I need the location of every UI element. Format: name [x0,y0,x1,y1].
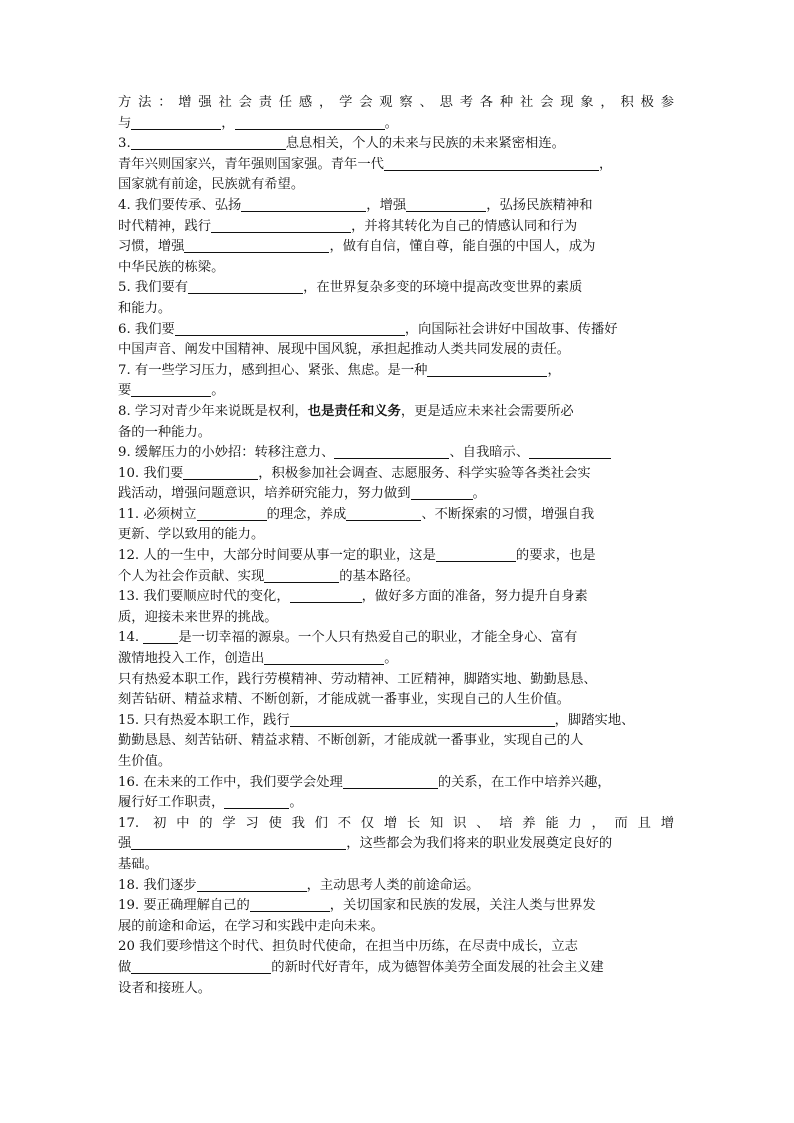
line-text: 是一切幸福的源泉。一个人只有热爱自己的职业，才能全身心、富有 [178,630,578,646]
line-text: 。 [472,486,486,502]
fill-in-blank[interactable] [197,877,307,892]
fill-in-blank[interactable] [406,197,486,212]
line-text: ， [547,362,561,378]
fill-in-blank[interactable] [411,485,473,500]
line-text: 习惯，增强 [118,239,185,255]
text-line [118,237,674,258]
fill-in-blank[interactable] [529,444,611,459]
line-text: 激情地投入工作，创造出 [118,651,265,667]
line-text: 15. 只有热爱本职工作，践行 [118,712,290,728]
fill-in-blank[interactable] [131,382,211,397]
text-line [118,731,674,752]
line-text: ，向国际社会讲好中国故事、传播好 [404,321,618,337]
line-text: 勤勤恳恳、刻苦钻研、精益求精、不断创新，才能成就一番事业，实现自己的人 [118,733,584,749]
worksheet-page [118,93,674,999]
line-text: 11. 必须树立 [118,506,197,522]
line-text: 时代精神，践行 [118,218,212,234]
fill-in-blank[interactable] [264,568,339,583]
line-text: 践活动，增强问题意识，培养研究能力，努力做到 [118,486,411,502]
line-text: 只有热爱本职工作，践行劳模精神、劳动精神、工匠精神，脚踏实地、勤勤恳恳、 [118,671,597,687]
line-text: ，脚踏实地、 [554,712,635,728]
text-line [118,937,674,958]
line-text: 质，迎接未来世界的挑战。 [118,609,278,625]
text-line [118,134,674,155]
text-line [118,299,674,320]
line-text: 。 [384,651,398,667]
line-text: 5. 我们要有 [118,280,189,296]
text-line [118,876,674,897]
text-line [118,484,674,505]
line-text: 。 [211,383,225,399]
line-text: 设者和接班人。 [118,980,212,996]
line-text: 。 [289,795,303,811]
line-text: 18. 我们逐步 [118,877,197,893]
text-line [118,793,674,814]
line-text: 20 我们要珍惜这个时代、担负时代使命，在担当中历练，在尽责中成长，立志 [118,939,578,955]
text-line [118,525,674,546]
line-text: ， [221,115,235,131]
line-text: 强 [118,836,132,852]
text-line [118,423,674,444]
fill-in-blank[interactable] [343,774,438,789]
fill-in-blank[interactable] [290,712,555,727]
line-text: 14. [118,630,144,646]
text-line [118,979,674,1000]
line-text: ，积极参加社会调查、志愿服务、科学实验等各类社会实 [258,465,591,481]
line-text: 3. [118,136,131,152]
text-line [118,834,674,855]
fill-in-blank[interactable] [224,794,289,809]
line-text: ，关切国家和民族的发展，关注人类与世界发 [329,898,596,914]
fill-in-blank[interactable] [131,115,221,130]
line-text: 的要求，也是 [515,548,596,564]
line-text: 展的前途和命运，在学习和实践中走向未来。 [118,918,384,934]
line-text: ， [598,156,613,172]
fill-in-blank[interactable] [131,835,346,850]
fill-in-blank[interactable] [427,362,547,377]
line-text: 个人为社会作贡献、实现 [118,568,265,584]
fill-in-blank[interactable] [436,547,516,562]
text-line [118,670,674,691]
line-text: 要 [118,383,132,399]
fill-in-blank[interactable] [290,588,362,603]
line-text: ，这些都会为我们将来的职业发展奠定良好的 [346,836,613,852]
line-text: 13. 我们要顺应时代的变化， [118,589,290,605]
text-line [118,567,674,588]
text-line [118,381,674,402]
text-line [118,752,674,773]
line-text: 6. 我们要 [118,321,175,337]
line-text: 的关系，在工作中培养兴趣， [437,774,611,790]
text-line [118,114,674,135]
fill-in-blank[interactable] [131,959,271,974]
line-text: 12. 人的一生中，大部分时间要从事一定的职业，这是 [118,548,436,564]
text-line [118,628,674,649]
line-text: 。 [384,115,398,131]
fill-in-blank[interactable] [235,115,385,130]
line-text: 国家就有前途，民族就有希望。 [118,177,305,193]
fill-in-blank[interactable] [211,218,351,233]
text-line [118,711,674,732]
line-text: 16. 在未来的工作中，我们要学会处理 [118,774,343,790]
fill-in-blank[interactable] [131,135,286,150]
text-line [118,917,674,938]
text-line [118,649,674,670]
text-line [118,402,674,423]
text-line [118,196,674,217]
text-line [118,958,674,979]
line-text: 生价值。 [118,754,172,769]
fill-in-blank[interactable] [184,238,329,253]
line-text: 方法：增强社会责任感，学会观察、思考各种社会现象，积极参 [118,95,674,110]
fill-in-blank[interactable] [384,156,599,171]
line-text: ，弘扬民族精神和 [486,197,593,213]
line-text: 的理念，养成 [266,506,347,522]
fill-in-blank[interactable] [197,506,267,521]
line-text: 基础。 [118,856,158,872]
text-line [118,896,674,917]
text-line [118,340,674,361]
fill-in-blank[interactable] [143,629,178,644]
line-text: ，并将其转化为自己的情感认同和行为 [351,218,578,234]
line-text: 、不断探索的习惯，增强自我 [421,506,595,522]
line-text: 中华民族的栋梁。 [118,259,225,275]
line-text: 9. 缓解压力的小妙招：转移注意力、 [118,445,335,461]
fill-in-blank[interactable] [188,279,303,294]
text-line [118,505,674,526]
line-text: ，增强 [366,197,407,213]
text-line [118,690,674,711]
text-line [118,320,674,341]
text-line [118,217,674,238]
line-text: 4. 我们要传承、弘扬 [118,197,242,213]
text-line [118,587,674,608]
line-text: ，更是适应未来社会需要所必 [400,403,574,419]
line-text: 与 [118,115,132,131]
fill-in-blank[interactable] [241,197,366,212]
line-text: 的基本路径。 [339,568,420,584]
fill-in-blank[interactable] [346,506,421,521]
line-text: 青年兴则国家兴，青年强则国家强。青年一代 [118,156,384,172]
text-line [118,258,674,279]
line-text: 做 [118,959,132,975]
text-line [118,773,674,794]
text-line [118,93,674,114]
text-line [118,361,674,382]
line-text: 履行好工作职责， [118,795,225,811]
fill-in-blank[interactable] [183,465,258,480]
fill-in-blank[interactable] [264,650,384,665]
line-text: 息息相关，个人的未来与民族的未来紧密相连。 [285,136,565,152]
line-text: ，主动思考人类的前途命运。 [306,877,480,893]
line-text: 和能力。 [118,300,172,316]
line-text: 的新时代好青年，成为德智体美劳全面发展的社会主义建 [271,959,604,975]
line-text: 更新、学以致用的能力。 [118,527,265,543]
line-text: 、自我暗示、 [449,445,530,461]
line-text: ，做有自信，懂自尊，能自强的中国人，成为 [329,239,596,255]
line-text: 17. 初中的学习使我们不仅增长知识、培养能力，而且增 [118,815,674,831]
text-line [118,443,674,464]
text-line [118,608,674,629]
line-text: 19. 要正确理解自己的 [118,898,250,914]
line-text: ，在世界复杂多变的环境中提高改变世界的素质 [303,280,583,296]
fill-in-blank[interactable] [334,444,449,459]
text-line [118,814,674,835]
bold-text: 也是责任和义务 [307,403,401,419]
text-line [118,278,674,299]
line-text: ，做好多方面的准备，努力提升自身素 [361,589,588,605]
text-line [118,855,674,876]
fill-in-blank[interactable] [175,321,405,336]
line-text: 中国声音、阐发中国精神、展现中国风貌，承担起推动人类共同发展的责任。 [118,342,571,358]
text-line [118,546,674,567]
text-line [118,155,674,176]
line-text: 8. 学习对青少年来说既是权利， [118,403,308,419]
text-line [118,464,674,485]
text-line [118,175,674,196]
line-text: 10. 我们要 [118,465,184,481]
line-text: 7. 有一些学习压力，感到担心、紧张、焦虑。是一种 [118,362,428,378]
line-text: 备的一种能力。 [118,424,212,440]
line-text: 刻苦钻研、精益求精、不断创新，才能成就一番事业，实现自己的人生价值。 [118,692,571,708]
fill-in-blank[interactable] [250,897,330,912]
